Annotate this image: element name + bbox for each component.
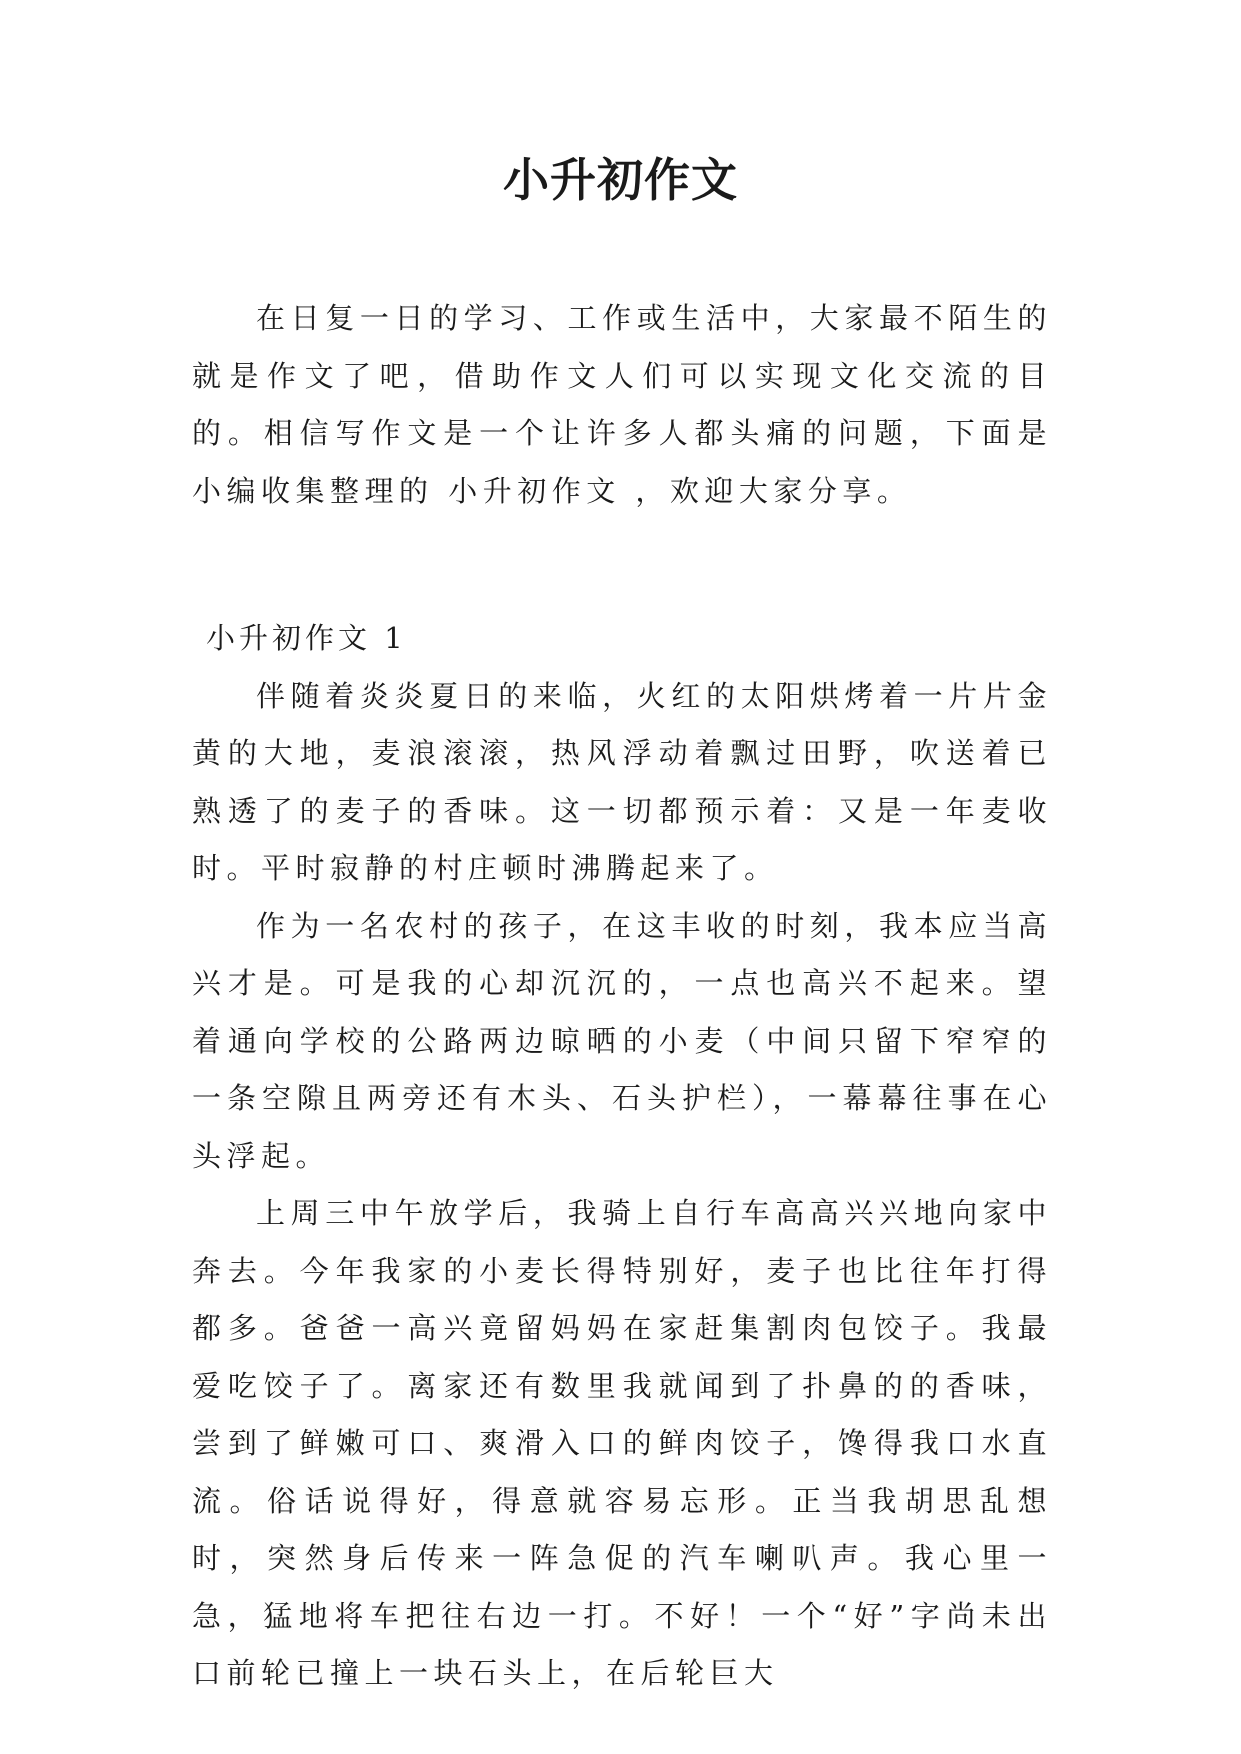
body-paragraph-2: 作为一名农村的孩子，在这丰收的时刻，我本应当高兴才是。可是我的心却沉沉的，一点也高兴不起来。望着通向学校的公路两边晾晒的小麦（中间只留下窄窄的一条空隙且两旁还有木头、石头护栏），一幕幕往事在心头浮起。 [192,908,1052,1173]
document-title: 小升初作文 [503,153,738,207]
intro-paragraph: 在日复一日的学习、工作或生活中，大家最不陌生的就是作文了吧，借助作文人们可以实现文化交流的目的。相信写作文是一个让许多人都头痛的问题，下面是小编收集整理的 小升初作文 ，欢迎大家分享。 [192,301,1052,508]
document-body [192,290,1052,1703]
body-paragraph-1: 伴随着炎炎夏日的来临，火红的太阳烘烤着一片片金黄的大地，麦浪滚滚，热风浮动着飘过田野，吹送着已熟透了的麦子的香味。这一切都预示着：又是一年麦收时。平时寂静的村庄顿时沸腾起来了。 [192,678,1052,885]
body-paragraph-3: 上周三中午放学后，我骑上自行车高高兴兴地向家中奔去。今年我家的小麦长得特别好，麦子也比往年打得都多。爸爸一高兴竟留妈妈在家赶集割肉包饺子。我最爱吃饺子了。离家还有数里我就闻到了扑鼻的的香味，尝到了鲜嫩可口、爽滑入口的鲜肉饺子，馋得我口水直流。俗话说得好，得意就容易忘形。正当我胡思乱想时，突然身后传来一阵急促的汽车喇叭声。我心里一急，猛地将车把往右边一打。不好！一个“好”字尚未出口前轮已撞上一块石头上，在后轮巨大 [192,1196,1052,1690]
section-heading: 小升初作文 1 [206,621,407,655]
